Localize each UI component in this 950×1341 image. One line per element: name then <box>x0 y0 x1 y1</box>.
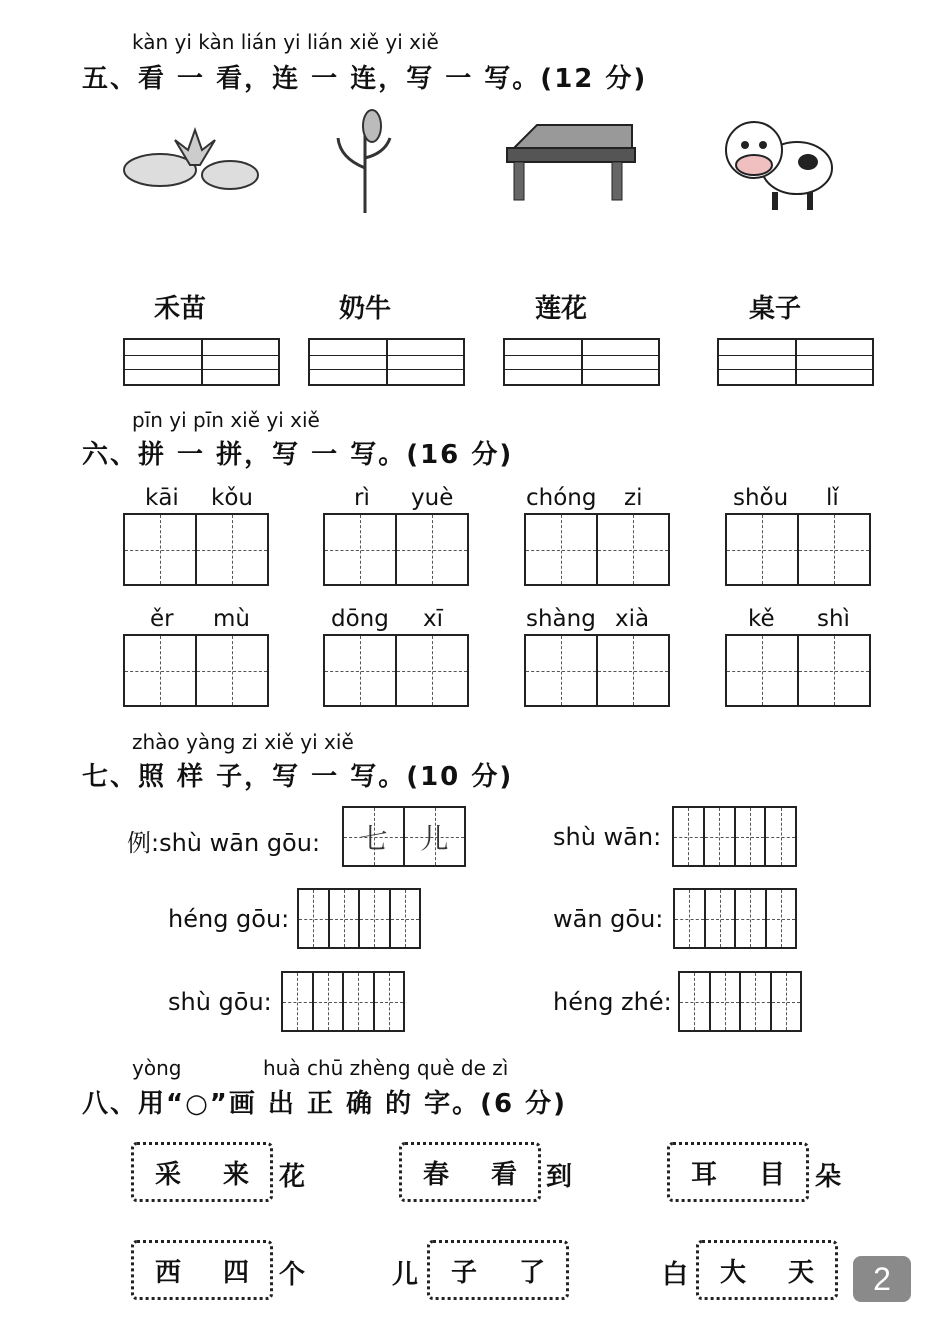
s8-opt-4a[interactable]: 西 <box>154 1257 181 1288</box>
s7-grid-5[interactable] <box>678 971 802 1032</box>
s7-item-label-2: héng gōu: <box>168 905 290 933</box>
s5-writebox-3[interactable] <box>503 338 660 386</box>
s5-writebox-4[interactable] <box>717 338 874 386</box>
s7-example-label: 例:shù wān gōu: <box>127 829 321 857</box>
s7-grid-1[interactable] <box>672 806 797 867</box>
s8-opt-5a[interactable]: 子 <box>450 1257 477 1288</box>
s8-opt-1b[interactable]: 来 <box>222 1159 249 1190</box>
s6-r2-py2a: dōng <box>331 606 389 632</box>
page-number: 2 <box>853 1256 911 1302</box>
s8-opt-5b[interactable]: 了 <box>518 1257 545 1288</box>
s7-grid-3[interactable] <box>673 888 797 949</box>
s6-r1-py3a: chóng <box>526 485 597 511</box>
s8-opt-2b[interactable]: 看 <box>490 1159 517 1190</box>
s5-word-3: 莲花 <box>535 294 588 324</box>
s7-pinyin: zhào yàng zi xiě yi xiě <box>132 730 354 754</box>
s8-opt-3a[interactable]: 耳 <box>690 1159 717 1190</box>
s5-writebox-2[interactable] <box>308 338 465 386</box>
s6-r1-py1a: kāi <box>145 485 179 511</box>
s6-title: 六、拼 一 拼，写 一 写。(16 分) <box>82 440 514 470</box>
s6-r2-py4b: shì <box>817 606 850 632</box>
s6-r1-py1b: kǒu <box>211 485 253 511</box>
s6-r1-py4b: lǐ <box>826 485 839 511</box>
s8-pinyin-2: huà chū zhèng què de zì <box>263 1056 509 1080</box>
s8-choice-box-2[interactable] <box>399 1142 541 1202</box>
s7-example-char-2: 儿 <box>420 821 449 855</box>
s8-choice-box-4[interactable] <box>131 1240 273 1300</box>
s6-r2-py1a: ěr <box>150 606 174 632</box>
s6-r2-py3b: xià <box>615 606 650 632</box>
s8-opt-1a[interactable]: 采 <box>154 1159 181 1190</box>
s8-choice-box-6[interactable] <box>696 1240 838 1300</box>
table-icon <box>502 120 637 205</box>
s8-before-5: 儿 <box>392 1260 419 1290</box>
s6-r1-grid-2[interactable] <box>323 513 469 586</box>
s8-pinyin-1: yòng <box>132 1056 182 1080</box>
s5-title: 五、看 一 看，连 一 连，写 一 写。(12 分) <box>82 64 648 94</box>
s8-title: 八、用“○”画 出 正 确 的 字。(6 分) <box>82 1089 568 1119</box>
s6-r1-py2b: yuè <box>411 485 454 511</box>
s7-item-label-3: wān gōu: <box>553 905 664 933</box>
s6-r2-py3a: shàng <box>526 606 596 632</box>
s7-item-label-4: shù gōu: <box>168 988 272 1016</box>
s7-grid-2[interactable] <box>297 888 421 949</box>
s6-r1-py3b: zi <box>624 485 643 511</box>
s6-r1-grid-3[interactable] <box>524 513 670 586</box>
s5-word-1: 禾苗 <box>154 294 207 324</box>
s8-opt-4b[interactable]: 四 <box>222 1257 249 1288</box>
s5-pinyin: kàn yi kàn lián yi lián xiě yi xiě <box>132 30 439 54</box>
s8-opt-3b[interactable]: 目 <box>758 1159 785 1190</box>
s8-after-1: 花 <box>279 1162 306 1192</box>
s7-example-grid <box>342 806 466 867</box>
s6-pinyin: pīn yi pīn xiě yi xiě <box>132 408 320 432</box>
s8-after-2: 到 <box>546 1162 573 1192</box>
s6-r2-py1b: mù <box>213 606 250 632</box>
s7-item-label-1: shù wān: <box>553 823 662 851</box>
s8-opt-2a[interactable]: 春 <box>422 1159 449 1190</box>
s7-example-char-1: 七 <box>359 821 388 855</box>
s7-item-label-5: héng zhé: <box>553 988 672 1016</box>
s8-after-4: 个 <box>279 1260 306 1290</box>
lotus-icon <box>120 125 260 200</box>
s5-word-4: 桌子 <box>749 294 802 324</box>
s5-writebox-1[interactable] <box>123 338 280 386</box>
s6-r2-grid-2[interactable] <box>323 634 469 707</box>
rice-seedling-icon <box>330 108 400 218</box>
s8-opt-6a[interactable]: 大 <box>719 1257 746 1288</box>
s8-after-3: 朵 <box>815 1162 842 1192</box>
s8-before-6: 白 <box>662 1260 689 1290</box>
s6-r2-py4a: kě <box>748 606 775 632</box>
cow-icon <box>712 110 837 215</box>
s6-r1-py4a: shǒu <box>733 485 789 511</box>
s6-r2-grid-3[interactable] <box>524 634 670 707</box>
s8-choice-box-1[interactable] <box>131 1142 273 1202</box>
s7-grid-4[interactable] <box>281 971 405 1032</box>
s6-r2-grid-4[interactable] <box>725 634 871 707</box>
s8-opt-6b[interactable]: 天 <box>787 1257 814 1288</box>
s6-r2-py2b: xī <box>423 606 444 632</box>
s5-word-2: 奶牛 <box>339 294 392 324</box>
s6-r1-grid-1[interactable] <box>123 513 269 586</box>
s6-r2-grid-1[interactable] <box>123 634 269 707</box>
s6-r1-grid-4[interactable] <box>725 513 871 586</box>
s8-choice-box-5[interactable] <box>427 1240 569 1300</box>
s7-title: 七、照 样 子，写 一 写。(10 分) <box>82 762 514 792</box>
s6-r1-py2a: rì <box>354 485 370 511</box>
s8-choice-box-3[interactable] <box>667 1142 809 1202</box>
